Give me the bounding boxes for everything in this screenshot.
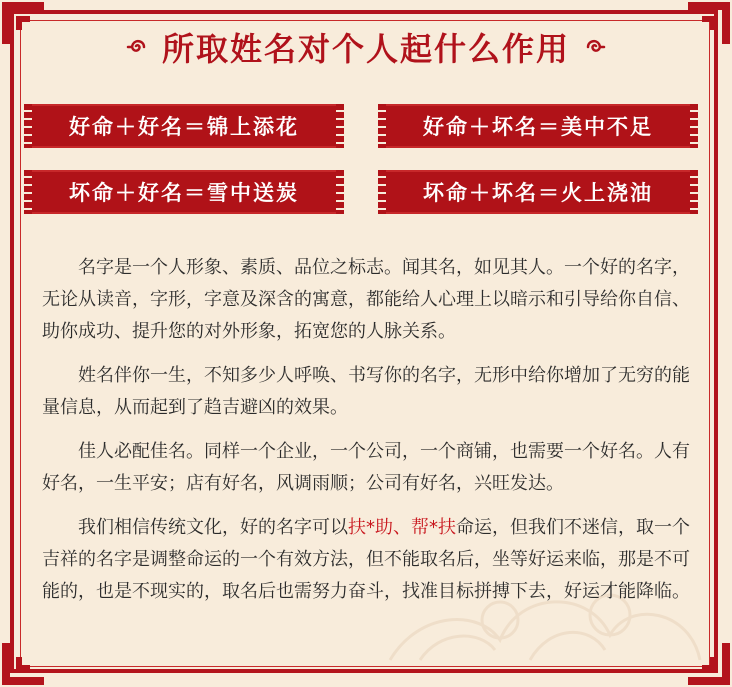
swirl-left-icon bbox=[124, 34, 150, 60]
corner-fret-icon bbox=[0, 641, 46, 687]
title-bar bbox=[0, 22, 732, 72]
paragraph-2: 姓名伴你一生，不知多少人呼唤、书写你的名字，无形中给你增加了无穷的能量信息，从而起到了趋吉避凶的效果。 bbox=[42, 365, 690, 418]
paragraph-4-after: 命运，但我们不迷信，取一个吉祥的名字是调整命运的一个有效方法，但不能取名后，坐等好运来临，那是不可能的，也是不现实的，取名后也需努力奋斗，找准目标拼搏下去，好运才能降临。 bbox=[42, 517, 690, 602]
paragraph-4 bbox=[42, 512, 692, 608]
badge-good-fate-bad-name: 好命＋坏名＝美中不足 bbox=[382, 104, 694, 148]
badge-bad-fate-good-name: 坏命＋好名＝雪中送炭 bbox=[28, 170, 340, 214]
paragraph-3: 佳人必配佳名。同样一个企业，一个公司，一个商铺，也需要一个好名。人有好名，一生平安；店有好名，风调雨顺；公司有好名，兴旺发达。 bbox=[42, 441, 690, 494]
badge-bad-fate-bad-name: 坏命＋坏名＝火上浇油 bbox=[382, 170, 694, 214]
highlight-text: 扶*助、帮*扶 bbox=[348, 517, 456, 538]
paragraph-4-before: 我们相信传统文化，好的名字可以 bbox=[78, 517, 348, 538]
article-body bbox=[42, 252, 692, 620]
swirl-right-icon bbox=[582, 34, 608, 60]
page-title: 所取姓名对个人起什么作用 bbox=[161, 30, 570, 68]
paragraph-1: 名字是一个人形象、素质、品位之标志。闻其名，如见其人。一个好的名字，无论从读音，字形，字意及深含的寓意，都能给人心理上以暗示和引导给你自信、助你成功、提升您的对外形象，拓宽您的人脉关系。 bbox=[42, 257, 690, 342]
badge-good-fate-good-name: 好命＋好名＝锦上添花 bbox=[28, 104, 340, 148]
